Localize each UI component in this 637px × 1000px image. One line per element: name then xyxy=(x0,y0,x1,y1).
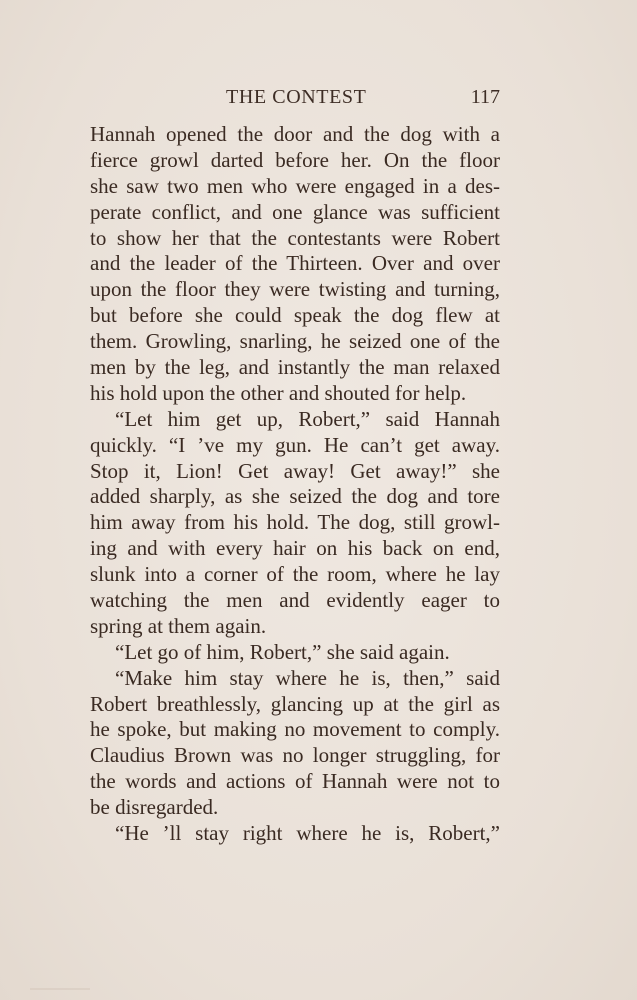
body-text xyxy=(90,122,500,847)
text-line: ing and with every hair on his back on end, xyxy=(90,536,500,561)
text-line: and the leader of the Thirteen. Over and over xyxy=(90,251,500,276)
text-line: the words and actions of Hannah were not to xyxy=(90,769,500,794)
text-line: but before she could speak the dog flew at xyxy=(90,303,500,328)
page-header xyxy=(90,86,500,112)
text-line: she saw two men who were engaged in a des- xyxy=(90,173,500,198)
text-line: fierce growl darted before her. On the floor xyxy=(90,147,500,172)
text-line: upon the floor they were twisting and turning, xyxy=(90,277,500,302)
text-line: Claudius Brown was no longer struggling, for xyxy=(90,743,500,768)
text-line: watching the men and evidently eager to xyxy=(90,588,500,613)
text-line: quickly. “I ’ve my gun. He can’t get away. xyxy=(90,432,500,457)
text-line: “Let go of him, Robert,” she said again. xyxy=(115,639,450,664)
text-line: be disregarded. xyxy=(90,795,219,820)
text-line: “Let him get up, Robert,” said Hannah xyxy=(115,406,500,431)
text-line: perate conflict, and one glance was sufficient xyxy=(90,199,500,224)
text-line: slunk into a corner of the room, where he lay xyxy=(90,562,500,587)
text-line: Stop it, Lion! Get away! Get away!” she xyxy=(90,458,500,483)
text-line: his hold upon the other and shouted for help. xyxy=(90,380,467,405)
running-head: THE CONTEST xyxy=(226,86,367,108)
text-line: men by the leg, and instantly the man relaxed xyxy=(90,355,500,380)
text-line: he spoke, but making no movement to comply. xyxy=(90,717,500,742)
text-line: Hannah opened the door and the dog with a xyxy=(90,122,500,146)
text-line: “He ’ll stay right where he is, Robert,” xyxy=(115,821,500,846)
page-number: 117 xyxy=(470,86,500,108)
text-line: spring at them again. xyxy=(90,613,267,638)
text-line: Robert breathlessly, glancing up at the girl as xyxy=(90,691,500,716)
text-line: added sharply, as she seized the dog and tore xyxy=(90,484,500,509)
text-line: “Make him stay where he is, then,” said xyxy=(115,665,500,690)
text-line: him away from his hold. The dog, still growl- xyxy=(90,510,500,535)
page-edge-mark xyxy=(30,988,90,990)
text-line: them. Growling, snarling, he seized one of the xyxy=(90,329,500,354)
text-line: to show her that the contestants were Robert xyxy=(90,225,500,250)
